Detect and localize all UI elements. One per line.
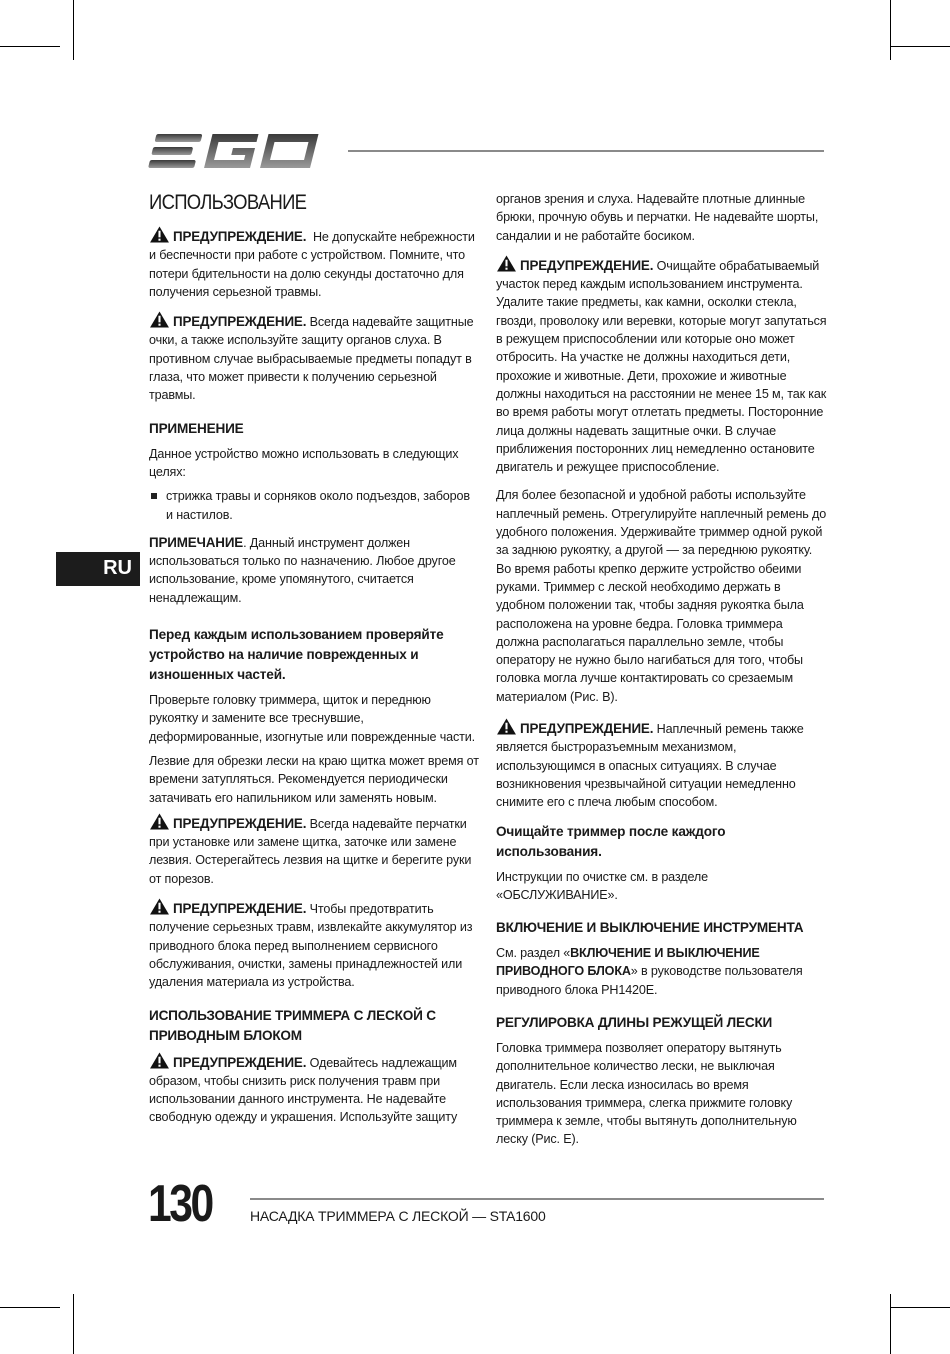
warning-block	[149, 1052, 479, 1127]
crop-mark	[890, 46, 950, 47]
note-text: . Данный инструмент должен использоваться только по назначению. Любое другое использование, кроме упомянутого, считается ненадлежащим.	[149, 535, 456, 605]
warning-label: ПРЕДУПРЕЖДЕНИЕ.	[173, 314, 307, 330]
application-text: Данное устройство можно использовать в следующих целях:	[149, 446, 459, 479]
warning-triangle-icon	[149, 1052, 170, 1069]
warning-text: Очищайте обрабатываемый участок перед каждым использованием инструмента. Удалите такие предметы, как камни, осколки стекла, гвозди, проволоку или веревки, которые могут запутаться в режущем приспособлении или которые оно может отбросить. На участке не должны находиться дети, прохожие и животные. Дети, прохожие и животные должны находиться на расстоянии не менее 15 м, так как во время работы могут отлетать предметы. Посторонние лица должны надевать защитные очки. В случае приближения посторонних лиц немедленно остановите двигатель и режущее приспособление.	[496, 258, 827, 475]
clean-text: Инструкции по очистке см. в разделе «ОБСЛУЖИВАНИЕ».	[496, 869, 708, 902]
warning-label: ПРЕДУПРЕЖДЕНИЕ.	[173, 1054, 307, 1070]
warning-label: ПРЕДУПРЕЖДЕНИЕ.	[520, 257, 654, 273]
line-heading: РЕГУЛИРОВКА ДЛИНЫ РЕЖУЩЕЙ ЛЕСКИ	[496, 1014, 773, 1030]
crop-mark	[0, 1307, 60, 1308]
warning-text: Чтобы предотвратить получение серьезных травм, извлекайте аккумулятор из приводного блока перед выполнением сервисного обслуживания, очистки, замены принадлежностей или удаления материала из устройства.	[149, 902, 473, 990]
list-item: стрижка травы и сорняков около подъездов, заборов и настилов.	[149, 487, 479, 524]
warning-triangle-icon	[496, 255, 517, 272]
onoff-bold: ВКЛЮЧЕНИЕ И ВЫКЛЮЧЕНИЕ ПРИВОДНОГО БЛОКА	[496, 946, 760, 979]
clean-heading: Очищайте триммер после каждого использования.	[496, 823, 726, 859]
section-title: ИСПОЛЬЗОВАНИЕ	[149, 191, 307, 214]
crop-mark	[890, 0, 891, 60]
right-column	[496, 190, 828, 1155]
check-text: Проверьте головку триммера, щиток и переднюю рукоятку и замените все треснувшие, деформированные, изогнутые или поврежденные части.	[149, 693, 475, 744]
language-tab-label: RU	[103, 557, 132, 579]
note-label: ПРИМЕЧАНИЕ	[149, 534, 244, 550]
warning-text: Всегда надевайте защитные очки, а также используйте защиту органов слуха. В противном случае выбрасываемые предметы попадут в глаза, что может привести к получению серьезной травмы.	[149, 315, 474, 403]
warning-triangle-icon	[149, 311, 170, 328]
warning-triangle-icon	[496, 718, 517, 735]
crop-mark	[890, 1307, 950, 1308]
warning-text: Наплечный ремень также является быстроразъемным механизмом, использующимся в опасных ситуациях. В случае возникновения чрезвычайной ситуации немедленно снимите его с плеча любым способом.	[496, 722, 804, 810]
warning-label: ПРЕДУПРЕЖДЕНИЕ.	[173, 229, 307, 244]
onoff-text: См. раздел «ВКЛЮЧЕНИЕ И ВЫКЛЮЧЕНИЕ ПРИВОДНОГО БЛОКА» в руководстве пользователя приводного блока PH1420E.	[496, 946, 803, 997]
crop-mark	[73, 1294, 74, 1354]
warning-block	[149, 226, 479, 301]
warning-block	[496, 718, 828, 811]
check-heading: Перед каждым использованием проверяйте устройство на наличие поврежденных и изношенных частей.	[149, 627, 444, 683]
warning-label: ПРЕДУПРЕЖДЕНИЕ.	[173, 901, 307, 917]
warning-triangle-icon	[149, 898, 170, 915]
warning-block	[149, 311, 479, 404]
harness-text: Для более безопасной и удобной работы используйте наплечный ремень. Отрегулируйте наплечный ремень до удобного положения. Удерживайте триммер одной рукой за заднюю рукоятку, а другой — за переднюю рукоятку. Во время работы крепко держите устройство обеими руками. Триммер с леской необходимо держать в удобном положении так, чтобы задняя рукоятка была расположена на уровне бедра. Головка триммера должна располагаться параллельно земле, чтобы оператору не нужно было нагибаться для того, чтобы головка могла лучше контактировать со срезаемым материалом (Рис. В).	[496, 488, 827, 704]
warning-triangle-icon	[149, 813, 170, 830]
bullet-square-icon	[151, 493, 157, 499]
line-text: Головка триммера позволяет оператору вытянуть дополнительное количество лески, не выключая двигатель. Если леска износилась во время использования триммера, слегка прижмите головку триммера к земле, чтобы вытянуть дополнительную леску (Рис. Е).	[496, 1040, 797, 1147]
check-text: Лезвие для обрезки лески на краю щитка может время от времени затупляться. Рекомендуется периодически затачивать его напильником или заменять новым.	[149, 753, 479, 805]
warning-triangle-icon	[149, 226, 170, 243]
note-block	[149, 534, 479, 607]
continued-text: органов зрения и слуха. Надевайте плотные длинные брюки, прочную обувь и перчатки. Не надевайте шорты, сандалии и не работайте босиком.	[496, 192, 819, 243]
warning-text: Не допускайте небрежности и беспечности при работе с устройством. Помните, что потери бдительности на долю секунды достаточно для получения серьезной травмы.	[149, 230, 475, 299]
page-number: 130	[148, 1175, 212, 1233]
warning-block	[149, 813, 479, 888]
application-heading: ПРИМЕНЕНИЕ	[149, 420, 244, 436]
crop-mark	[73, 0, 74, 60]
application-list	[149, 487, 479, 524]
header-rule	[348, 150, 824, 152]
footer-rule	[250, 1198, 824, 1200]
warning-label: ПРЕДУПРЕЖДЕНИЕ.	[520, 721, 654, 737]
left-column	[149, 190, 479, 1137]
crop-mark	[0, 46, 60, 47]
warning-text: Всегда надевайте перчатки при установке или замене щитка, заточке или замене лезвия. Остерегайтесь лезвия на щитке и берегите руки от порезов.	[149, 816, 472, 886]
warning-block	[149, 898, 479, 991]
language-tab	[56, 552, 140, 586]
warning-text: Одевайтесь надлежащим образом, чтобы снизить риск получения травм при использовании данного инструмента. Не надевайте свободную одежду и украшения. Используйте защиту	[149, 1055, 458, 1125]
trimmer-heading: ИСПОЛЬЗОВАНИЕ ТРИММЕРА С ЛЕСКОЙ С ПРИВОДНЫМ БЛОКОМ	[149, 1007, 436, 1043]
onoff-heading: ВКЛЮЧЕНИЕ И ВЫКЛЮЧЕНИЕ ИНСТРУМЕНТА	[496, 920, 804, 936]
footer-title: НАСАДКА ТРИММЕРА С ЛЕСКОЙ — STA1600	[250, 1208, 546, 1224]
ego-logo	[148, 128, 332, 174]
warning-block	[496, 255, 828, 477]
warning-label: ПРЕДУПРЕЖДЕНИЕ.	[173, 815, 307, 831]
crop-mark	[890, 1294, 891, 1354]
